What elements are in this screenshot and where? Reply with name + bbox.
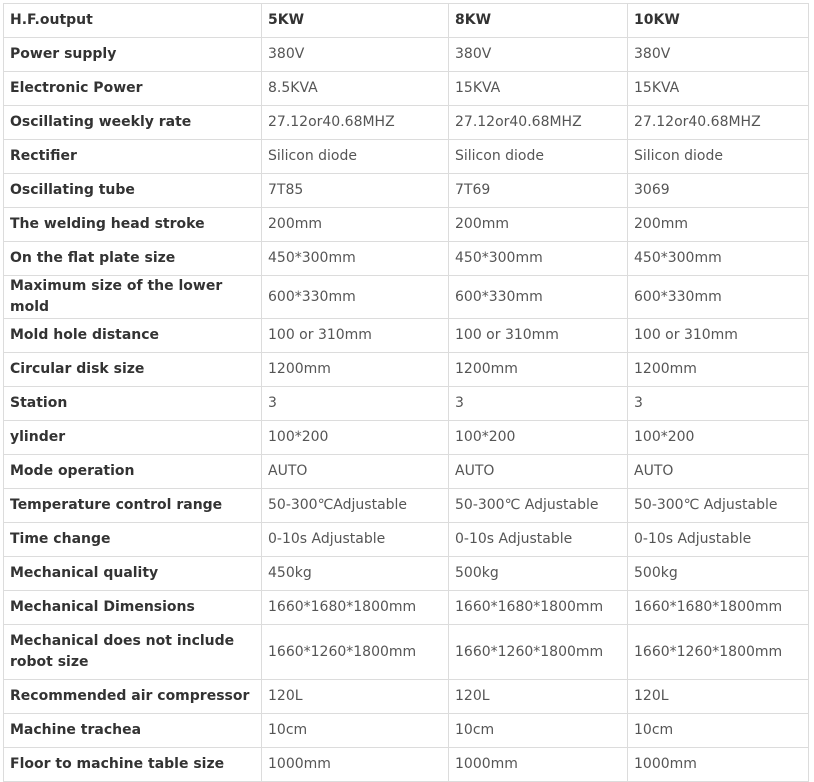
table-row xyxy=(4,591,809,625)
row-value-cell: 1660*1680*1800mm xyxy=(262,591,449,625)
row-label-cell: ylinder xyxy=(4,421,262,455)
row-value-cell: 600*330mm xyxy=(628,276,809,319)
row-value-cell: 100 or 310mm xyxy=(262,319,449,353)
row-value-cell: 27.12or40.68MHZ xyxy=(628,106,809,140)
row-value-cell: 120L xyxy=(628,680,809,714)
row-value-cell: 15KVA xyxy=(449,72,628,106)
row-label-cell: Mode operation xyxy=(4,455,262,489)
row-value-cell: 450*300mm xyxy=(449,242,628,276)
row-value-cell: AUTO xyxy=(262,455,449,489)
row-label-cell: Power supply xyxy=(4,38,262,72)
table-row xyxy=(4,680,809,714)
row-value-cell: 100 or 310mm xyxy=(449,319,628,353)
row-label-cell: Mechanical Dimensions xyxy=(4,591,262,625)
table-row xyxy=(4,106,809,140)
row-value-cell: 500kg xyxy=(449,557,628,591)
row-value-cell: 450kg xyxy=(262,557,449,591)
table-row xyxy=(4,748,809,782)
row-value-cell: 380V xyxy=(449,38,628,72)
row-value-cell: Silicon diode xyxy=(449,140,628,174)
table-row xyxy=(4,625,809,680)
row-label-cell: Maximum size of the lower mold xyxy=(4,276,262,319)
row-value-cell: 380V xyxy=(628,38,809,72)
row-value-cell: 100*200 xyxy=(628,421,809,455)
row-label-cell: Machine trachea xyxy=(4,714,262,748)
row-value-cell: 1000mm xyxy=(628,748,809,782)
row-value-cell: AUTO xyxy=(628,455,809,489)
row-value-cell: AUTO xyxy=(449,455,628,489)
row-value-cell: 1000mm xyxy=(262,748,449,782)
table-row xyxy=(4,421,809,455)
row-label-cell: Station xyxy=(4,387,262,421)
row-value-cell: 450*300mm xyxy=(262,242,449,276)
row-value-cell: 1200mm xyxy=(262,353,449,387)
row-value-cell: 200mm xyxy=(628,208,809,242)
row-value-cell: 27.12or40.68MHZ xyxy=(262,106,449,140)
row-value-cell: 50-300℃Adjustable xyxy=(262,489,449,523)
row-value-cell: 1660*1680*1800mm xyxy=(628,591,809,625)
row-value-cell: 100*200 xyxy=(449,421,628,455)
row-label-cell: Oscillating weekly rate xyxy=(4,106,262,140)
table-row xyxy=(4,387,809,421)
row-label-cell: Circular disk size xyxy=(4,353,262,387)
row-label-cell: On the flat plate size xyxy=(4,242,262,276)
header-cell-label: H.F.output xyxy=(4,4,262,38)
row-value-cell: 200mm xyxy=(449,208,628,242)
row-value-cell: 10cm xyxy=(628,714,809,748)
row-value-cell: 10cm xyxy=(449,714,628,748)
table-row xyxy=(4,174,809,208)
row-value-cell: Silicon diode xyxy=(628,140,809,174)
row-label-cell: Electronic Power xyxy=(4,72,262,106)
table-row xyxy=(4,242,809,276)
row-value-cell: 7T85 xyxy=(262,174,449,208)
spec-table-body xyxy=(4,4,809,782)
row-label-cell: Temperature control range xyxy=(4,489,262,523)
row-value-cell: 120L xyxy=(262,680,449,714)
row-value-cell: 1660*1260*1800mm xyxy=(628,625,809,680)
row-value-cell: 27.12or40.68MHZ xyxy=(449,106,628,140)
spec-table xyxy=(3,3,809,782)
row-value-cell: 1660*1680*1800mm xyxy=(449,591,628,625)
table-row xyxy=(4,140,809,174)
header-cell-5kw: 5KW xyxy=(262,4,449,38)
row-value-cell: 3 xyxy=(449,387,628,421)
row-label-cell: Mold hole distance xyxy=(4,319,262,353)
row-value-cell: 0-10s Adjustable xyxy=(449,523,628,557)
row-value-cell: 3 xyxy=(628,387,809,421)
row-value-cell: 600*330mm xyxy=(449,276,628,319)
row-value-cell: 120L xyxy=(449,680,628,714)
row-value-cell: 0-10s Adjustable xyxy=(262,523,449,557)
row-value-cell: 450*300mm xyxy=(628,242,809,276)
row-value-cell: 15KVA xyxy=(628,72,809,106)
row-value-cell: 100*200 xyxy=(262,421,449,455)
row-label-cell: Floor to machine table size xyxy=(4,748,262,782)
row-label-cell: Recommended air compressor xyxy=(4,680,262,714)
row-label-cell: Mechanical quality xyxy=(4,557,262,591)
table-row xyxy=(4,208,809,242)
row-value-cell: 200mm xyxy=(262,208,449,242)
table-row xyxy=(4,319,809,353)
row-label-cell: Mechanical does not include robot size xyxy=(4,625,262,680)
row-label-cell: Time change xyxy=(4,523,262,557)
row-value-cell: 7T69 xyxy=(449,174,628,208)
table-row xyxy=(4,523,809,557)
row-value-cell: 100 or 310mm xyxy=(628,319,809,353)
row-value-cell: 10cm xyxy=(262,714,449,748)
row-value-cell: 1660*1260*1800mm xyxy=(262,625,449,680)
row-value-cell: 0-10s Adjustable xyxy=(628,523,809,557)
table-row xyxy=(4,72,809,106)
header-cell-10kw: 10KW xyxy=(628,4,809,38)
header-cell-8kw: 8KW xyxy=(449,4,628,38)
table-row xyxy=(4,557,809,591)
row-value-cell: 50-300℃ Adjustable xyxy=(449,489,628,523)
row-value-cell: 1200mm xyxy=(628,353,809,387)
row-value-cell: 500kg xyxy=(628,557,809,591)
row-label-cell: Rectifier xyxy=(4,140,262,174)
row-value-cell: 1000mm xyxy=(449,748,628,782)
row-value-cell: 1200mm xyxy=(449,353,628,387)
table-row xyxy=(4,353,809,387)
row-value-cell: 600*330mm xyxy=(262,276,449,319)
table-row xyxy=(4,714,809,748)
table-row xyxy=(4,489,809,523)
table-row xyxy=(4,276,809,319)
table-row xyxy=(4,38,809,72)
row-value-cell: 1660*1260*1800mm xyxy=(449,625,628,680)
header-row xyxy=(4,4,809,38)
row-value-cell: 3069 xyxy=(628,174,809,208)
row-value-cell: Silicon diode xyxy=(262,140,449,174)
row-value-cell: 3 xyxy=(262,387,449,421)
table-row xyxy=(4,455,809,489)
row-label-cell: Oscillating tube xyxy=(4,174,262,208)
row-value-cell: 8.5KVA xyxy=(262,72,449,106)
row-value-cell: 50-300℃ Adjustable xyxy=(628,489,809,523)
row-label-cell: The welding head stroke xyxy=(4,208,262,242)
row-value-cell: 380V xyxy=(262,38,449,72)
